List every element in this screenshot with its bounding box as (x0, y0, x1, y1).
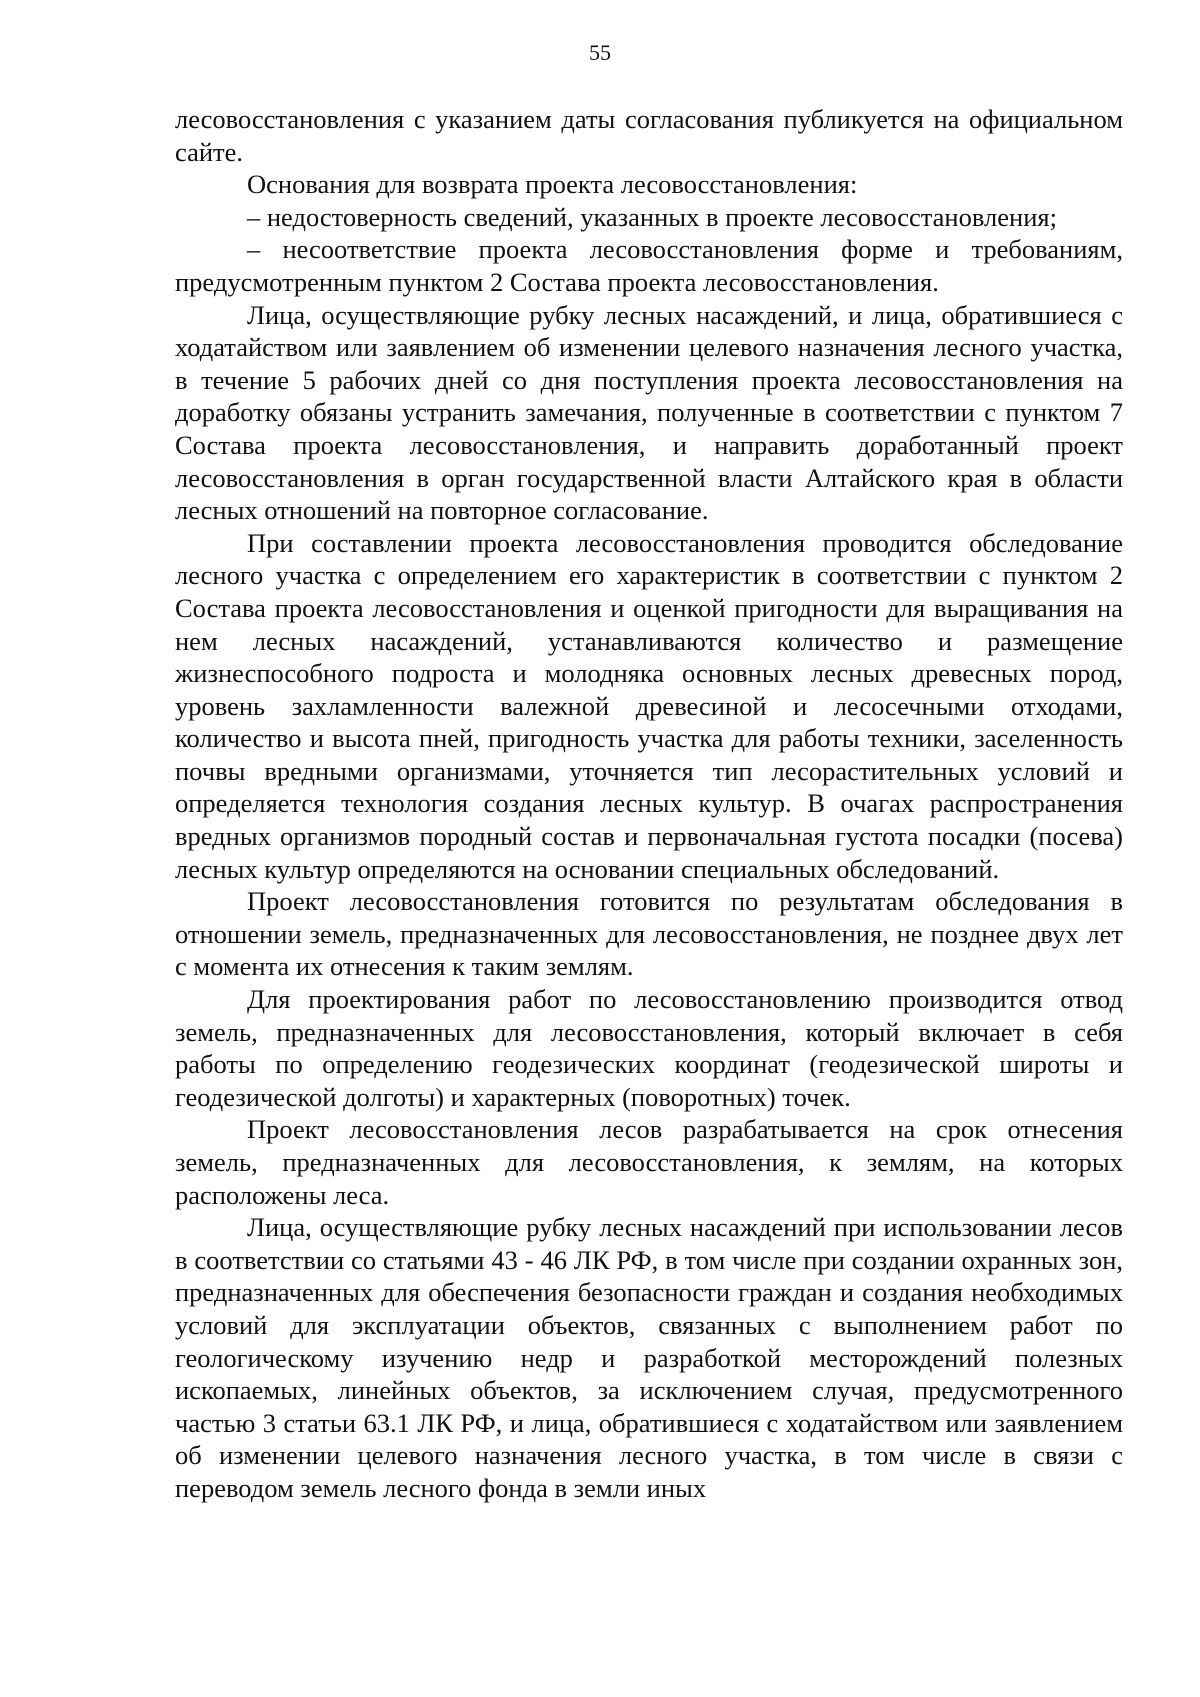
paragraph-land-allotment: Для проектирования работ по лесовосстановлению производится отвод земель, предназначенных для лесовосстановления, который включает в себя работы по определению геодезических координат (геодезической широты и геодезической долготы) и характерных (поворотных) точек. (175, 984, 1123, 1112)
list-item-unreliable-info: – недостоверность сведений, указанных в проекте лесовосстановления; (247, 201, 1057, 232)
page-number: 55 (589, 40, 611, 65)
paragraph-rework-obligation: Лица, осуществляющие рубку лесных насаждений, и лица, обратившиеся с ходатайством или заявлением об изменении целевого назначения лесного участка, в течение 5 рабочих дней со дня поступления проекта лесовосстановления на доработку обязаны устранить замечания, полученные в соответствии с пунктом 7 Состава проекта лесовосстановления, и направить доработанный проект лесовосстановления в орган государственной власти Алтайского края в области лесных отношений на повторное согласование. (175, 299, 1123, 526)
list-item-nonconformity: – несоответствие проекта лесовосстановления форме и требованиям, предусмотренным пунктом 2 Состава проекта лесовосстановления. (175, 234, 1123, 297)
paragraph-felling-persons: Лица, осуществляющие рубку лесных насаждений при использовании лесов в соответствии со статьями 43 - 46 ЛК РФ, в том числе при создании охранных зон, предназначенных для обеспечения безопасности граждан и создания необходимых условий для эксплуатации объектов, связанных с выполнением работ по геологическому изучению недр и разработкой месторождений полезных ископаемых, линейных объектов, за исключением случая, предусмотренного частью 3 статьи 63.1 ЛК РФ, и лица, обратившиеся с ходатайством или заявлением об изменении целевого назначения лесного участка, в том числе в связи с переводом земель лесного фонда в земли иных (175, 1212, 1123, 1503)
paragraph-project-timing: Проект лесовосстановления готовится по результатам обследования в отношении земель, предназначенных для лесовосстановления, не позднее двух лет с момента их отнесения к таким землям. (175, 886, 1123, 982)
paragraph-continuation: лесовосстановления с указанием даты согласования публикуется на официальном сайте. (175, 104, 1123, 167)
document-body (175, 103, 1123, 1505)
paragraph-site-survey: При составлении проекта лесовосстановления проводится обследование лесного участка с определением его характеристик в соответствии с пунктом 2 Состава проекта лесовосстановления и оценкой пригодности для выращивания на нем лесных насаждений, устанавливаются количество и размещение жизнеспособного подроста и молодняка основных лесных древесных пород, уровень захламленности валежной древесиной и лесосечными отходами, количество и высота пней, пригодность участка для работы техники, заселенность почвы вредными организмами, уточняется тип лесорастительных условий и определяется технология создания лесных культур. В очагах распространения вредных организмов породный состав и первоначальная густота посадки (посева) лесных культур определяются на основании специальных обследований. (175, 527, 1123, 884)
paragraph-project-term: Проект лесовосстановления лесов разрабатывается на срок отнесения земель, предназначенных для лесовосстановления, к землям, на которых расположены леса. (175, 1114, 1123, 1210)
paragraph-return-grounds-heading: Основания для возврата проекта лесовосстановления: (247, 169, 858, 200)
